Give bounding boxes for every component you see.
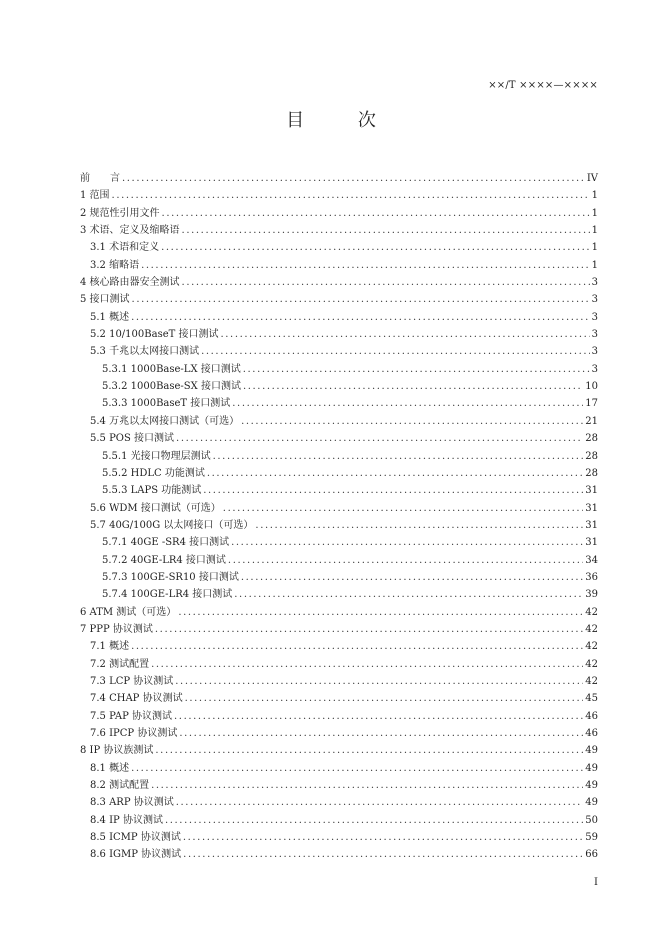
toc-dot-leader bbox=[141, 257, 590, 274]
toc-entry[interactable] bbox=[80, 621, 598, 638]
toc-entry-page: 66 bbox=[585, 849, 598, 861]
toc-dot-leader bbox=[174, 708, 583, 725]
toc-entry-page: 36 bbox=[585, 571, 598, 583]
toc-dot-leader bbox=[228, 552, 583, 569]
toc-entry-label: 2 规范性引用文件 bbox=[80, 207, 160, 219]
toc-dot-leader bbox=[131, 309, 590, 326]
toc-entry[interactable] bbox=[80, 257, 598, 274]
toc-entry-page: 1 bbox=[591, 190, 598, 202]
toc-entry[interactable] bbox=[80, 517, 598, 534]
toc-entry-page: 42 bbox=[585, 606, 598, 618]
toc-entry-page: 42 bbox=[585, 623, 598, 635]
toc-dot-leader bbox=[131, 638, 583, 655]
toc-entry-label: 3.1 术语和定义 bbox=[90, 242, 160, 254]
toc-dot-leader bbox=[176, 430, 583, 447]
toc-entry-label: 8.1 概述 bbox=[90, 762, 130, 774]
toc-dot-leader bbox=[155, 742, 583, 759]
toc-entry-label: 5 接口测试 bbox=[80, 294, 130, 306]
page-title: 目 次 bbox=[286, 110, 400, 131]
toc-dot-leader bbox=[255, 517, 583, 534]
toc-entry-page: 46 bbox=[585, 728, 598, 739]
toc-dot-leader bbox=[183, 846, 583, 863]
toc-entry[interactable] bbox=[80, 708, 598, 725]
toc-entry-page: 31 bbox=[585, 537, 598, 549]
toc-entry[interactable] bbox=[80, 500, 598, 517]
toc-entry[interactable] bbox=[80, 239, 598, 256]
toc-entry[interactable] bbox=[80, 222, 598, 239]
toc-entry-label: 前 言 bbox=[80, 173, 120, 184]
toc-entry-label: 3.2 缩略语 bbox=[90, 259, 140, 271]
toc-entry[interactable] bbox=[80, 448, 598, 465]
toc-entry[interactable] bbox=[80, 673, 598, 690]
toc-entry-label: 5.7.1 40GE -SR4 接口测试 bbox=[102, 537, 230, 549]
toc-entry[interactable] bbox=[80, 534, 598, 551]
toc-entry-page: 3 bbox=[591, 277, 598, 289]
toc-dot-leader bbox=[182, 274, 590, 291]
toc-dot-leader bbox=[185, 690, 584, 707]
table-of-contents bbox=[80, 170, 598, 864]
document-code-header: ××/T ××××—×××× bbox=[488, 80, 598, 91]
toc-entry-page: 3 bbox=[591, 294, 598, 306]
toc-entry-page: 10 bbox=[585, 381, 598, 393]
toc-dot-leader bbox=[175, 673, 583, 690]
toc-entry[interactable] bbox=[80, 656, 598, 673]
toc-entry-label: 7.6 IPCP 协议测试 bbox=[90, 728, 178, 739]
toc-dot-leader bbox=[178, 604, 583, 621]
toc-entry-label: 3 术语、定义及缩略语 bbox=[80, 225, 180, 237]
toc-dot-leader bbox=[161, 239, 590, 256]
toc-dot-leader bbox=[241, 569, 583, 586]
toc-dot-leader bbox=[234, 586, 583, 603]
page-number: I bbox=[594, 877, 598, 888]
toc-entry-label: 5.5.2 HDLC 功能测试 bbox=[102, 467, 205, 479]
toc-entry[interactable] bbox=[80, 552, 598, 569]
toc-entry-page: 3 bbox=[591, 311, 598, 323]
toc-entry[interactable] bbox=[80, 343, 598, 360]
toc-entry[interactable] bbox=[80, 395, 598, 412]
toc-entry-label: 7.2 测试配置 bbox=[90, 658, 150, 670]
toc-dot-leader bbox=[151, 656, 583, 673]
toc-entry[interactable] bbox=[80, 794, 598, 811]
toc-entry-page: 49 bbox=[585, 797, 598, 809]
toc-entry[interactable] bbox=[80, 482, 598, 499]
toc-entry-page: 45 bbox=[585, 693, 598, 705]
toc-entry[interactable] bbox=[80, 742, 598, 759]
toc-entry-label: 5.5.1 光接口物理层测试 bbox=[102, 450, 211, 462]
toc-entry-page: 17 bbox=[585, 398, 598, 410]
toc-entry[interactable] bbox=[80, 309, 598, 326]
toc-dot-leader bbox=[131, 760, 583, 777]
toc-entry-label: 5.5.3 LAPS 功能测试 bbox=[102, 485, 202, 497]
toc-entry-label: 6 ATM 测试（可选） bbox=[80, 606, 177, 618]
toc-entry-page: 34 bbox=[585, 554, 598, 566]
toc-dot-leader bbox=[223, 500, 583, 517]
toc-entry-page: 42 bbox=[585, 675, 598, 687]
toc-entry-label: 5.7.2 40GE-LR4 接口测试 bbox=[102, 554, 226, 566]
toc-entry-page: 42 bbox=[585, 641, 598, 653]
toc-entry-page: 39 bbox=[585, 589, 598, 601]
toc-entry[interactable] bbox=[80, 465, 598, 482]
toc-entry-label: 5.1 概述 bbox=[90, 311, 130, 323]
toc-entry-page: 1 bbox=[591, 242, 598, 254]
toc-entry[interactable] bbox=[80, 829, 598, 846]
toc-dot-leader bbox=[203, 482, 583, 499]
toc-dot-leader bbox=[165, 812, 583, 829]
toc-entry-label: 5.7 40G/100G 以太网接口（可选） bbox=[90, 519, 254, 531]
toc-dot-leader bbox=[132, 291, 590, 308]
toc-dot-leader bbox=[243, 361, 590, 378]
toc-entry-page: 49 bbox=[585, 762, 598, 774]
toc-entry-page: 1 bbox=[591, 207, 598, 219]
toc-dot-leader bbox=[213, 448, 584, 465]
toc-entry-label: 8.2 测试配置 bbox=[90, 780, 150, 792]
toc-entry-label: 8.5 ICMP 协议测试 bbox=[90, 832, 181, 844]
toc-dot-leader bbox=[243, 378, 583, 395]
toc-dot-leader bbox=[122, 170, 585, 187]
toc-entry-page: 28 bbox=[585, 467, 598, 479]
toc-dot-leader bbox=[155, 621, 583, 638]
toc-entry-label: 8 IP 协议族测试 bbox=[80, 745, 154, 757]
toc-entry[interactable] bbox=[80, 638, 598, 655]
toc-entry-label: 1 范围 bbox=[80, 190, 110, 202]
toc-entry-label: 5.6 WDM 接口测试（可选） bbox=[90, 502, 221, 514]
toc-entry[interactable] bbox=[80, 205, 598, 222]
toc-entry[interactable] bbox=[80, 274, 598, 291]
toc-entry-label: 7.1 概述 bbox=[90, 641, 130, 653]
toc-entry[interactable] bbox=[80, 846, 598, 863]
toc-entry-page: IV bbox=[586, 173, 598, 184]
toc-entry-page: 21 bbox=[585, 415, 598, 427]
toc-entry[interactable] bbox=[80, 812, 598, 829]
toc-entry-page: 50 bbox=[585, 814, 598, 826]
toc-entry-label: 8.3 ARP 协议测试 bbox=[90, 797, 174, 809]
toc-entry[interactable] bbox=[80, 361, 598, 378]
toc-dot-leader bbox=[232, 395, 583, 412]
toc-entry-label: 7 PPP 协议测试 bbox=[80, 623, 153, 635]
toc-dot-leader bbox=[162, 205, 590, 222]
toc-entry[interactable] bbox=[80, 430, 598, 447]
toc-dot-leader bbox=[176, 794, 584, 811]
toc-entry-page: 3 bbox=[591, 363, 598, 375]
toc-entry-label: 5.2 10/100BaseT 接口测试 bbox=[90, 329, 219, 341]
toc-entry-page: 28 bbox=[585, 450, 598, 462]
toc-entry[interactable] bbox=[80, 569, 598, 586]
toc-entry-label: 5.3.1 1000Base-LX 接口测试 bbox=[102, 363, 241, 375]
toc-entry[interactable] bbox=[80, 604, 598, 621]
toc-entry-label: 7.3 LCP 协议测试 bbox=[90, 675, 174, 687]
toc-dot-leader bbox=[182, 222, 590, 239]
toc-entry[interactable] bbox=[80, 170, 598, 187]
toc-entry-page: 49 bbox=[585, 745, 598, 757]
toc-entry-page: 28 bbox=[585, 433, 598, 445]
toc-entry-page: 46 bbox=[585, 710, 598, 722]
toc-dot-leader bbox=[201, 343, 590, 360]
toc-entry-page: 49 bbox=[585, 780, 598, 792]
toc-dot-leader bbox=[231, 534, 583, 551]
toc-entry[interactable] bbox=[80, 725, 598, 742]
toc-entry-label: 5.5 POS 接口测试 bbox=[90, 433, 175, 445]
toc-entry[interactable] bbox=[80, 413, 598, 430]
toc-entry-label: 5.7.4 100GE-LR4 接口测试 bbox=[102, 589, 233, 601]
toc-entry-page: 31 bbox=[585, 485, 598, 497]
toc-entry-label: 5.7.3 100GE-SR10 接口测试 bbox=[102, 571, 239, 583]
toc-dot-leader bbox=[183, 829, 583, 846]
toc-entry[interactable] bbox=[80, 586, 598, 603]
toc-entry[interactable] bbox=[80, 690, 598, 707]
toc-entry-page: 3 bbox=[591, 329, 598, 341]
toc-entry-label: 7.5 PAP 协议测试 bbox=[90, 710, 173, 722]
toc-entry-page: 1 bbox=[591, 225, 598, 237]
toc-dot-leader bbox=[207, 465, 583, 482]
toc-entry-label: 7.4 CHAP 协议测试 bbox=[90, 693, 183, 705]
toc-dot-leader bbox=[179, 725, 583, 742]
toc-entry-page: 31 bbox=[585, 502, 598, 514]
toc-entry[interactable] bbox=[80, 326, 598, 343]
toc-entry-label: 5.3 千兆以太网接口测试 bbox=[90, 346, 200, 358]
toc-dot-leader bbox=[112, 187, 590, 204]
toc-entry[interactable] bbox=[80, 378, 598, 395]
toc-entry-page: 31 bbox=[585, 519, 598, 531]
toc-entry[interactable] bbox=[80, 777, 598, 794]
toc-entry[interactable] bbox=[80, 187, 598, 204]
toc-entry-label: 8.6 IGMP 协议测试 bbox=[90, 849, 182, 861]
toc-entry-label: 8.4 IP 协议测试 bbox=[90, 814, 163, 826]
toc-entry-label: 5.4 万兆以太网接口测试（可选） bbox=[90, 415, 240, 427]
toc-entry-page: 3 bbox=[591, 346, 598, 358]
toc-entry-page: 42 bbox=[585, 658, 598, 670]
toc-entry-label: 4 核心路由器安全测试 bbox=[80, 277, 180, 289]
toc-entry[interactable] bbox=[80, 291, 598, 308]
toc-entry[interactable] bbox=[80, 760, 598, 777]
toc-dot-leader bbox=[241, 413, 583, 430]
toc-entry-page: 1 bbox=[591, 259, 598, 271]
toc-entry-label: 5.3.2 1000Base-SX 接口测试 bbox=[102, 381, 241, 393]
toc-entry-label: 5.3.3 1000BaseT 接口测试 bbox=[102, 398, 231, 410]
toc-entry-page: 59 bbox=[585, 832, 598, 844]
toc-dot-leader bbox=[151, 777, 583, 794]
toc-dot-leader bbox=[220, 326, 589, 343]
